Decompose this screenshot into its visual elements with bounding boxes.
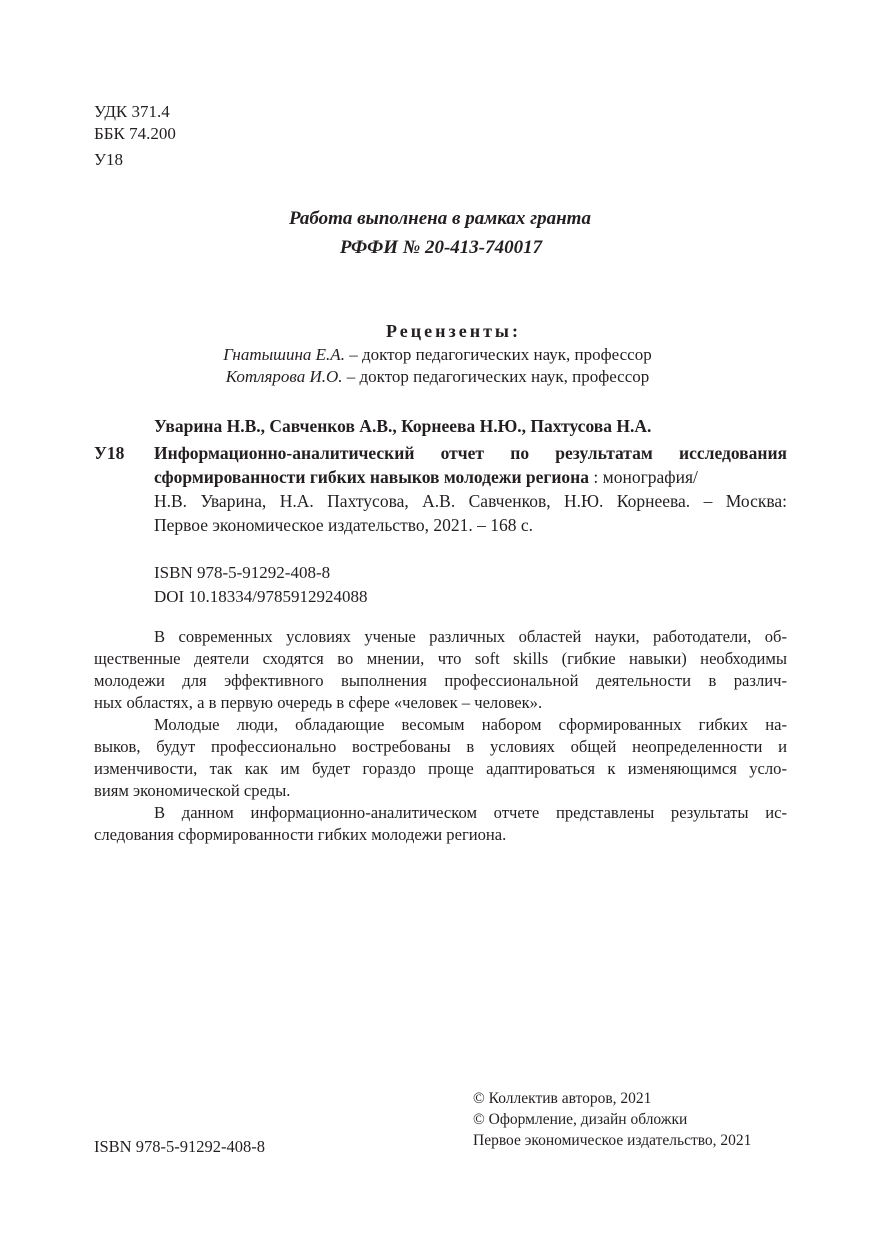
abstract-line: В современных условиях ученые различных областей науки, работодатели, об-: [154, 627, 787, 646]
reviewers-block: [0, 318, 875, 388]
book-title-line-2: сформированности гибких навыков молодежи региона : монография/: [154, 467, 698, 487]
reviewer-2: [0, 366, 875, 388]
publication-type: : монография/: [589, 467, 698, 487]
publisher-line: Первое экономическое издательство, 2021. – 168 с.: [154, 515, 534, 535]
reviewer-1: [0, 344, 875, 366]
abstract-line: ных областях, а в первую очередь в сфере «человек – человек».: [94, 693, 543, 712]
responsibility-line: Н.В. Уварина, Н.А. Пахтусова, А.В. Савченков, Н.Ю. Корнеева. – Москва:: [154, 491, 787, 511]
grant-note: [0, 204, 875, 262]
author-index: У18: [94, 150, 124, 169]
copyright-design: © Оформление, дизайн обложки: [473, 1111, 688, 1128]
bibliographic-index: У18: [94, 443, 125, 463]
book-title-line-1: Информационно-аналитический отчет по результатам исследования: [154, 443, 787, 463]
copyright-block: [473, 1088, 751, 1151]
footer-isbn: ISBN 978-5-91292-408-8: [94, 1137, 265, 1156]
abstract-line: следования сформированности гибких молодежи региона.: [94, 825, 507, 844]
authors-line: Уварина Н.В., Савченков А.В., Корнеева Н.Ю., Пахтусова Н.А.: [154, 416, 652, 436]
abstract-line: молодежи для эффективного выполнения профессиональной деятельности в различ-: [94, 671, 787, 690]
grant-line-2: РФФИ № 20-413-740017: [339, 237, 543, 258]
abstract-line: Молодые люди, обладающие весомым набором сформированных гибких на-: [154, 715, 787, 734]
reviewers-heading: Рецензенты:: [386, 321, 521, 341]
isbn: ISBN 978-5-91292-408-8: [154, 563, 331, 582]
copyright-authors: © Коллектив авторов, 2021: [473, 1090, 652, 1107]
reviewer-1-name: Гнатышина Е.А.: [223, 345, 345, 364]
reviewer-2-title: – доктор педагогических наук, профессор: [342, 367, 650, 386]
abstract: [94, 626, 787, 846]
identifiers-block: [154, 561, 367, 609]
abstract-line: выков, будут профессионально востребованы в условиях общей неопределенности и: [94, 737, 787, 756]
reviewer-2-name: Котлярова И.О.: [225, 367, 343, 386]
bbk-code: ББК 74.200: [94, 124, 176, 143]
udk-code: УДК 371.4: [94, 102, 170, 121]
copyright-publisher: Первое экономическое издательство, 2021: [473, 1132, 752, 1149]
abstract-line: виям экономической среды.: [94, 781, 291, 800]
grant-line-1: Работа выполнена в рамках гранта: [289, 208, 591, 229]
abstract-line: изменчивости, так как им будет гораздо проще адаптироваться к изменяющимся усло-: [94, 759, 787, 778]
classification-block: [94, 101, 176, 171]
bibliographic-description: [154, 441, 787, 537]
reviewer-1-title: – доктор педагогических наук, профессор: [344, 345, 652, 364]
abstract-line: щественные деятели сходятся во мнении, что soft skills (гибкие навыки) необходимы: [94, 649, 787, 668]
doi: DOI 10.18334/9785912924088: [154, 587, 368, 606]
abstract-line: В данном информационно-аналитическом отчете представлены результаты ис-: [154, 803, 787, 822]
